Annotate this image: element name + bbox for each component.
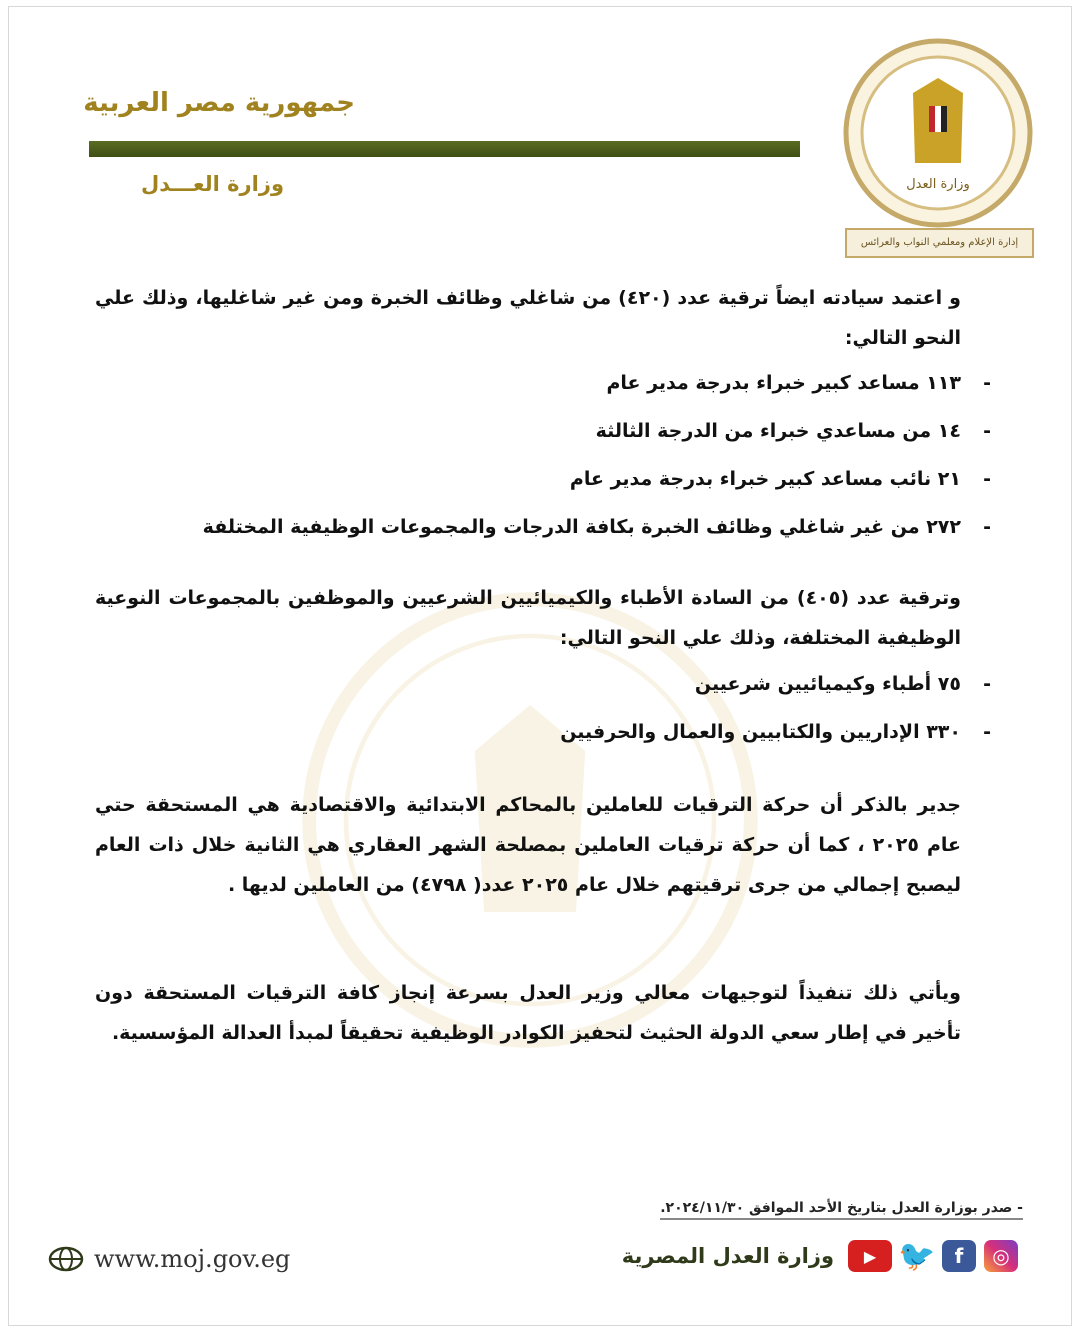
paragraph-1: و اعتمد سيادته ايضاً ترقية عدد (٤٢٠) من شاغلي وظائف الخبرة ومن غير شاغليها، وذلك علي النحو التالي: xyxy=(95,287,961,349)
bullet-dash: - xyxy=(983,468,991,490)
issue-date-note: - صدر بوزارة العدل بتاريخ الأحد الموافق ٢٠٢٤/١١/٣٠. xyxy=(660,1200,1023,1220)
paragraph-3: جدير بالذكر أن حركة الترقيات للعاملين بالمحاكم الابتدائية والاقتصادية هي المستحقة حتي عام ٢٠٢٥ ، كما أن حركة ترقيات العاملين بمصلحة الشهر العقاري هي الثانية خلال ذات العام ليصبح إجمالي من جرى ترقيتهم خلال عام ٢٠٢٥ عدد( ٤٧٩٨) من العاملين لديها . xyxy=(95,794,962,896)
list-item-text: ١٤ من مساعدي خبراء من الدرجة الثالثة xyxy=(595,420,961,442)
list-item-text: ٢١ نائب مساعد كبير خبراء بدرجة مدير عام xyxy=(569,468,961,490)
list-2 xyxy=(95,660,991,756)
globe-icon xyxy=(48,1246,84,1272)
bullet-dash: - xyxy=(983,516,991,538)
list-item xyxy=(95,359,991,407)
paragraph-1-block xyxy=(95,278,961,358)
paragraph-2: وترقية عدد (٤٠٥) من السادة الأطباء والكيميائيين الشرعيين والموظفين بالمجموعات النوعية الوظيفية المختلفة، وذلك علي النحو التالي: xyxy=(95,587,961,649)
emblem-ministry-text: وزارة العدل xyxy=(906,177,970,192)
paragraph-4: ويأتي ذلك تنفيذاً لتوجيهات معالي وزير العدل بسرعة إنجاز كافة الترقيات المستحقة دون تأخير في إطار سعي الدولة الحثيث لتحفيز الكوادر الوظيفية تحقيقاً لمبدأ العدالة المؤسسية. xyxy=(95,982,961,1044)
paragraph-3-block xyxy=(95,785,961,905)
bullet-dash: - xyxy=(983,420,991,442)
paragraph-2-block xyxy=(95,578,961,658)
social-account-name: وزارة العدل المصرية xyxy=(621,1244,834,1268)
header-divider-bar xyxy=(89,141,800,157)
youtube-icon[interactable]: ▶ xyxy=(848,1240,892,1272)
list-item-text: ٣٣٠ الإداريين والكتابيين والعمال والحرفيين xyxy=(560,721,961,743)
twitter-icon[interactable]: 🐦 xyxy=(898,1238,936,1274)
list-1 xyxy=(95,359,991,551)
bullet-dash: - xyxy=(983,673,991,695)
bullet-dash: - xyxy=(983,372,991,394)
list-item xyxy=(95,708,991,756)
list-item xyxy=(95,407,991,455)
ministry-title: وزارة العـــدل xyxy=(141,172,284,196)
facebook-icon[interactable]: f xyxy=(942,1240,976,1272)
list-item-text: ٢٧٢ من غير شاغلي وظائف الخبرة بكافة الدرجات والمجموعات الوظيفية المختلفة xyxy=(202,516,961,538)
ministry-emblem-logo xyxy=(843,38,1033,228)
list-item-text: ١١٣ مساعد كبير خبراء بدرجة مدير عام xyxy=(606,372,961,394)
list-item xyxy=(95,503,991,551)
country-title: جمهورية مصر العربية xyxy=(83,88,355,118)
list-item-text: ٧٥ أطباء وكيميائيين شرعيين xyxy=(694,673,961,695)
paragraph-4-block xyxy=(95,973,961,1053)
website-link[interactable] xyxy=(48,1245,290,1273)
social-links xyxy=(622,1240,1018,1272)
list-item xyxy=(95,660,991,708)
department-label: إدارة الإعلام ومعلمي النواب والعرائس xyxy=(845,228,1034,258)
website-url[interactable]: www.moj.gov.eg xyxy=(94,1245,291,1273)
list-item xyxy=(95,455,991,503)
bullet-dash: - xyxy=(983,721,991,743)
instagram-icon[interactable]: ◎ xyxy=(984,1240,1018,1272)
